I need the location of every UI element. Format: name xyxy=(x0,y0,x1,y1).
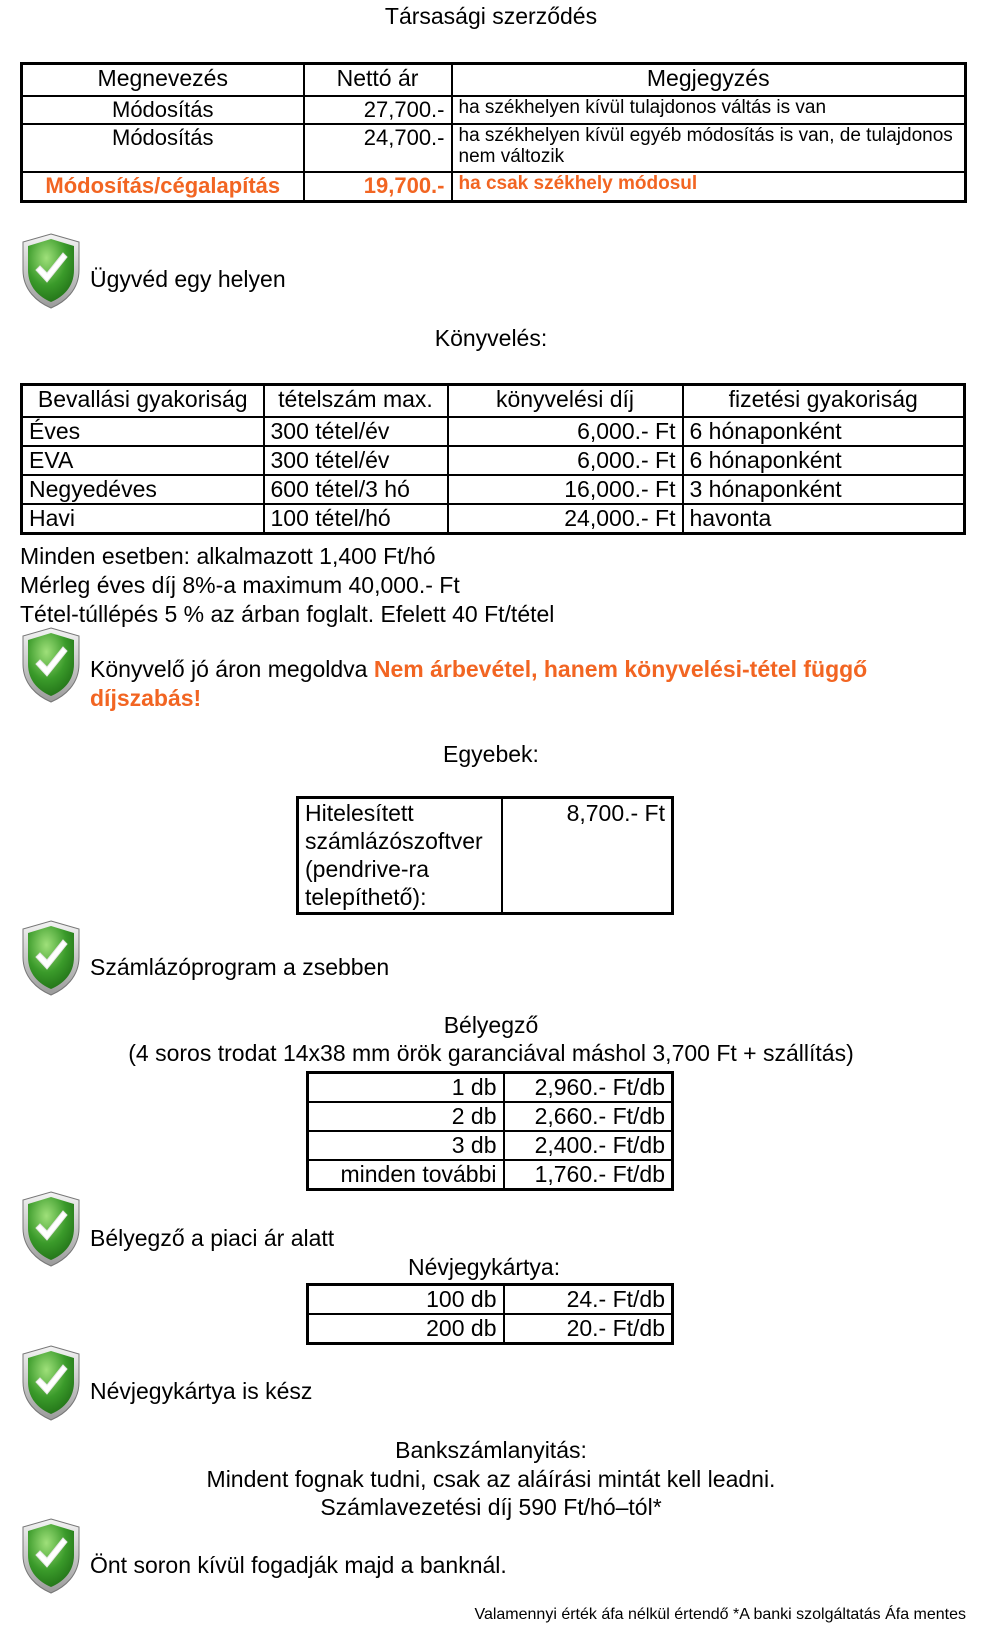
stamp-benefit: Bélyegző a piaci ár alatt xyxy=(90,1225,335,1251)
shield-check-icon xyxy=(20,1517,82,1595)
table-row xyxy=(308,1314,673,1344)
bank-title: Bankszámlanyitás: xyxy=(395,1437,587,1463)
accounting-table xyxy=(20,383,966,535)
table-cell: 24,700.- xyxy=(304,124,452,172)
table-cell: 8,700.- Ft xyxy=(502,798,673,914)
table-cell: 24.- Ft/db xyxy=(504,1285,673,1315)
other-title: Egyebek: xyxy=(443,741,539,767)
shield-check-icon xyxy=(20,1344,82,1422)
table-cell: 300 tétel/év xyxy=(264,417,448,446)
table-row xyxy=(308,1160,673,1190)
table-cell: havonta xyxy=(683,504,965,534)
table-cell: 20.- Ft/db xyxy=(504,1314,673,1344)
table-row xyxy=(22,446,965,475)
table-row xyxy=(298,798,673,914)
accounting-benefit-highlight: Nem árbevétel, hanem könyvelési-tétel függő díjszabás! xyxy=(90,656,868,711)
table-cell: 2,660.- Ft/db xyxy=(504,1102,673,1131)
table-cell: ha székhelyen kívül tulajdonos váltás is van xyxy=(452,96,966,124)
table-cell: 6 hónaponként xyxy=(683,417,965,446)
table-header: Nettó ár xyxy=(304,64,452,96)
table-cell: EVA xyxy=(22,446,264,475)
table-cell: 16,000.- Ft xyxy=(448,475,683,504)
accounting-benefit xyxy=(90,655,950,713)
shield-check-icon xyxy=(20,1190,82,1268)
cards-benefit: Névjegykártya is kész xyxy=(90,1378,313,1404)
table-cell: Módosítás xyxy=(22,96,304,124)
table-cell: Éves xyxy=(22,417,264,446)
table-row xyxy=(308,1102,673,1131)
table-row xyxy=(22,417,965,446)
table-row xyxy=(308,1285,673,1315)
table-cell: 1 db xyxy=(308,1073,504,1103)
table-cell: Havi xyxy=(22,504,264,534)
table-cell: 200 db xyxy=(308,1314,504,1344)
table-cell: 24,000.- Ft xyxy=(448,504,683,534)
table-cell: ha csak székhely módosul xyxy=(452,172,966,202)
table-cell: 3 hónaponként xyxy=(683,475,965,504)
accounting-note: Minden esetben: alkalmazott 1,400 Ft/hó xyxy=(20,543,436,569)
table-row xyxy=(22,475,965,504)
accounting-title: Könyvelés: xyxy=(434,325,548,351)
table-cell: 300 tétel/év xyxy=(264,446,448,475)
table-cell: Hitelesített számlázószoftver (pendrive-ra telepíthető): xyxy=(298,798,502,914)
other-table xyxy=(296,796,674,915)
table-cell: Módosítás xyxy=(22,124,304,172)
table-header: Megjegyzés xyxy=(452,64,966,96)
table-header: fizetési gyakoriság xyxy=(683,385,965,417)
table-cell: 600 tétel/3 hó xyxy=(264,475,448,504)
table-cell: 100 tétel/hó xyxy=(264,504,448,534)
footer-note: Valamennyi érték áfa nélkül értendő *A banki szolgáltatás Áfa mentes xyxy=(474,1606,966,1623)
table-cell: 6,000.- Ft xyxy=(448,417,683,446)
table-cell: 6 hónaponként xyxy=(683,446,965,475)
table-header: tételszám max. xyxy=(264,385,448,417)
bank-line2: Számlavezetési díj 590 Ft/hó–tól* xyxy=(320,1494,662,1520)
accounting-note: Tétel-túllépés 5 % az árban foglalt. Efelett 40 Ft/tétel xyxy=(20,601,555,627)
table-cell: 2,960.- Ft/db xyxy=(504,1073,673,1103)
shield-check-icon xyxy=(20,919,82,997)
company-section-title: Társasági szerződés xyxy=(384,3,598,29)
table-row xyxy=(22,96,966,124)
other-benefit: Számlázóprogram a zsebben xyxy=(90,954,390,980)
table-row xyxy=(22,504,965,534)
table-cell: ha székhelyen kívül egyéb módosítás is van, de tulajdonos nem változik xyxy=(452,124,966,172)
table-row xyxy=(308,1131,673,1160)
bank-benefit: Önt soron kívül fogadják majd a banknál. xyxy=(90,1552,507,1578)
bank-line1: Mindent fognak tudni, csak az aláírási mintát kell leadni. xyxy=(206,1466,776,1492)
stamp-title: Bélyegző xyxy=(443,1012,539,1038)
table-cell: Negyedéves xyxy=(22,475,264,504)
cards-title: Névjegykártya: xyxy=(408,1254,561,1280)
table-cell: 27,700.- xyxy=(304,96,452,124)
accounting-note: Mérleg éves díj 8%-a maximum 40,000.- Ft xyxy=(20,572,460,598)
table-header: könyvelési díj xyxy=(448,385,683,417)
company-benefit: Ügyvéd egy helyen xyxy=(90,266,286,292)
cards-table xyxy=(306,1283,674,1345)
table-cell: 6,000.- Ft xyxy=(448,446,683,475)
table-cell: 19,700.- xyxy=(304,172,452,202)
table-row xyxy=(22,172,966,202)
table-cell: 100 db xyxy=(308,1285,504,1315)
stamp-subtitle: (4 soros trodat 14x38 mm örök garanciával máshol 3,700 Ft + szállítás) xyxy=(128,1040,854,1066)
table-row xyxy=(22,124,966,172)
table-header: Megnevezés xyxy=(22,64,304,96)
table-cell: 1,760.- Ft/db xyxy=(504,1160,673,1190)
shield-check-icon xyxy=(20,626,82,704)
company-price-table xyxy=(20,62,967,203)
accounting-benefit-text: Könyvelő jó áron megoldva xyxy=(90,656,368,682)
table-cell: minden további xyxy=(308,1160,504,1190)
table-cell: Módosítás/cégalapítás xyxy=(22,172,304,202)
shield-check-icon xyxy=(20,232,82,310)
table-cell: 2,400.- Ft/db xyxy=(504,1131,673,1160)
table-header: Bevallási gyakoriság xyxy=(22,385,264,417)
table-cell: 2 db xyxy=(308,1102,504,1131)
table-cell: 3 db xyxy=(308,1131,504,1160)
stamp-table xyxy=(306,1071,674,1191)
table-row xyxy=(308,1073,673,1103)
